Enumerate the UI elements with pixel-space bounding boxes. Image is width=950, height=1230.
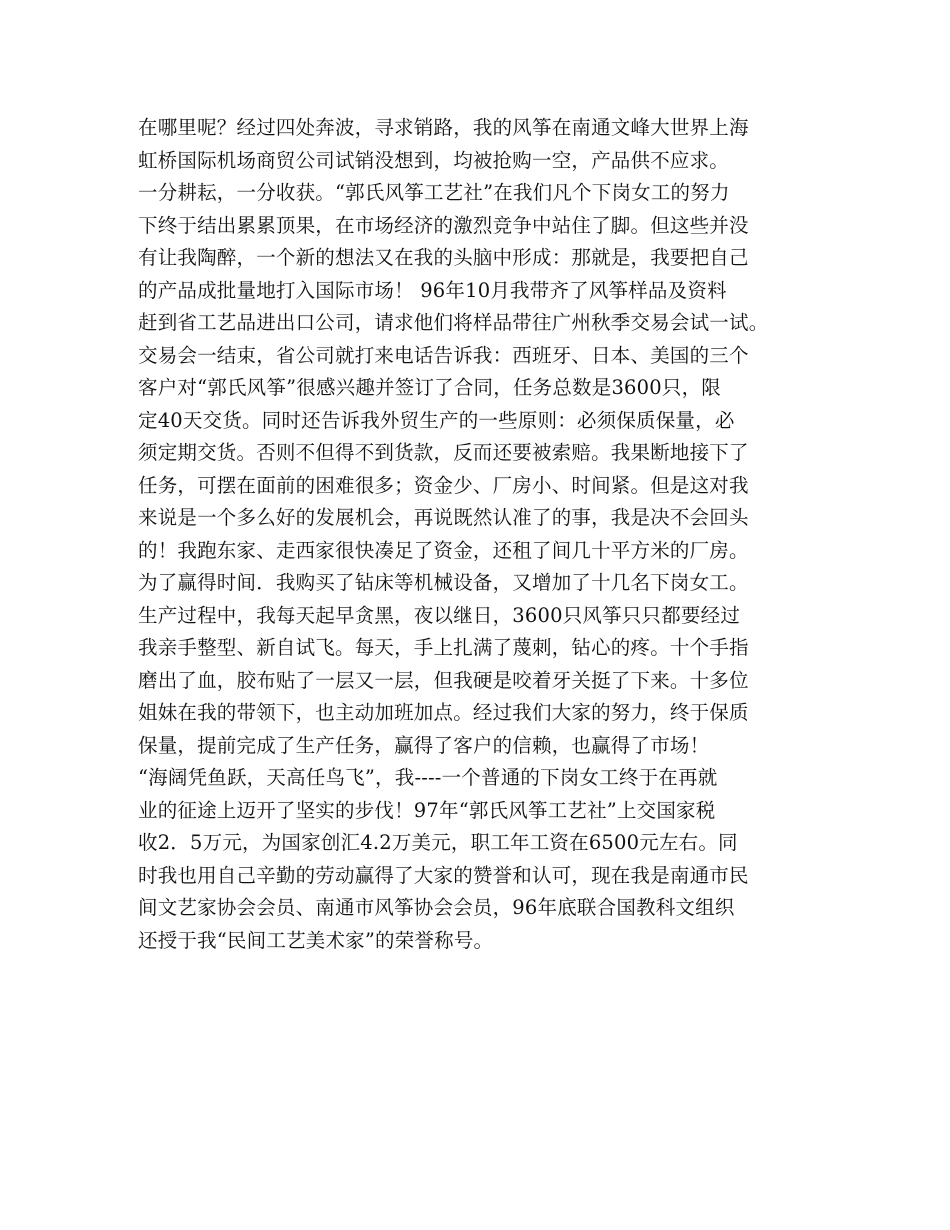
text-line: 我亲手整型、新自试飞。每天，手上扎满了蔑刺，钻心的疼。十个手指: [138, 636, 749, 659]
text-line: 收2．5万元，为国家创汇4.2万美元，职工年工资在6500元左右。同: [138, 831, 738, 854]
text-line: 保量，提前完成了生产任务，赢得了客户的信赖，也赢得了市场！: [138, 733, 710, 757]
text-line: 下终于结出累累顶果，在市场经济的激烈竞争中站住了脚。但这些并没: [138, 213, 749, 237]
text-line: 生产过程中，我每天起早贪黑，夜以继日，3600只风筝只只都要经过: [138, 603, 741, 627]
text-line: 赶到省工艺品进出口公司，请求他们将样品带往广州秋季交易会试一试。: [138, 311, 769, 334]
text-line: 的！我跑东家、走西家很快凑足了资金，还租了间几十平方米的厂房。: [138, 538, 749, 562]
text-line: 还授于我“民间工艺美术家”的荣誉称号。: [138, 928, 494, 952]
text-line: 须定期交货。否则不但得不到货款，反而还要被索赔。我果断地接下了: [138, 441, 749, 464]
text-line: 有让我陶醉，一个新的想法又在我的头脑中形成：那就是，我要把自己: [138, 246, 749, 269]
text-line: 为了赢得时间．我购买了钻床等机械设备，又增加了十几名下岗女工。: [138, 571, 749, 594]
text-line: 时我也用自己辛勤的劳动赢得了大家的赞誉和认可，现在我是南通市民: [138, 863, 749, 887]
text-line: 的产品成批量地打入国际市场！ 96年10月我带齐了风筝样品及资料: [138, 278, 727, 302]
text-line: “海阔凭鱼跃，天高任鸟飞”，我----一个普通的下岗女工终于在再就: [138, 766, 718, 789]
text-line: 任务，可摆在面前的困难很多；资金少、厂房小、时间紧。但是这对我: [138, 473, 749, 497]
body-text: [138, 112, 828, 957]
text-line: 姐妹在我的带领下，也主动加班加点。经过我们大家的努力，终于保质: [138, 701, 749, 724]
text-line: 来说是一个多么好的发展机会，再说既然认准了的事，我是决不会回头: [138, 506, 749, 529]
text-line: 交易会一结束，省公司就打来电话告诉我：西班牙、日本、美国的三个: [138, 343, 749, 367]
text-line: 定40天交货。同时还告诉我外贸生产的一些原则：必须保质保量，必: [138, 408, 735, 432]
text-line: 在哪里呢？经过四处奔波，寻求销路，我的风筝在南通文峰大世界上海: [138, 116, 749, 139]
text-line: 磨出了血，胶布贴了一层又一层，但我硬是咬着牙关挺了下来。十多位: [138, 668, 749, 692]
text-line: 一分耕耘，一分收获。“郭氏风筝工艺社”在我们凡个下岗女工的努力: [138, 181, 730, 204]
text-line: 业的征途上迈开了坚实的步伐！97年“郭氏风筝工艺社”上交国家税: [138, 798, 716, 822]
text-line: 间文艺家协会会员、南通市风筝协会会员，96年底联合国教科文组织: [138, 896, 735, 919]
text-line: 虹桥国际机场商贸公司试销没想到，均被抢购一空，产品供不应求。: [138, 148, 730, 172]
text-line: 客户对“郭氏风筝”很感兴趣并签订了合同，任务总数是3600只，限: [138, 376, 721, 399]
